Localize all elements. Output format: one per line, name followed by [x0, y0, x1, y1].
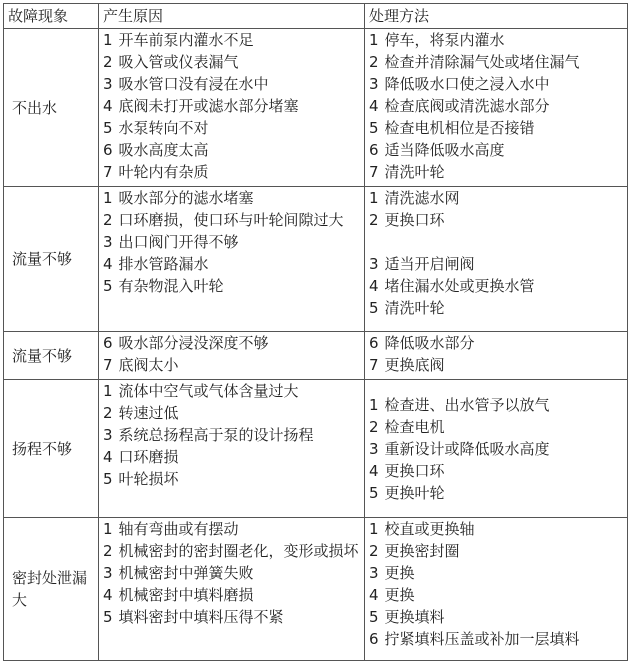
- remedy-item: 3 重新设计或降低吸水高度: [369, 439, 550, 458]
- remedy-item: 5 检查电机相位是否接错: [369, 119, 535, 137]
- cause-cell: [99, 187, 365, 332]
- cause-item: 4 排水管路漏水: [103, 255, 209, 273]
- cause-cell: [99, 332, 365, 380]
- remedy-item: 5 更换填料: [369, 608, 445, 626]
- symptom-cell: 密封处泄漏大: [4, 518, 99, 661]
- cause-item: 6 吸水高度太高: [103, 141, 209, 159]
- cause-cell: [99, 29, 365, 187]
- remedy-cell: [365, 187, 628, 332]
- cause-item: 2 机械密封的密封圈老化，变形或损坏: [103, 542, 359, 560]
- cause-item: 5 水泵转向不对: [103, 119, 209, 137]
- cause-item: 1 开车前泵内灌水不足: [103, 31, 254, 49]
- header-symptom: 故障现象: [4, 4, 99, 29]
- remedy-item: 4 更换: [369, 586, 415, 604]
- remedy-item: 4 检查底阀或清洗滤水部分: [369, 97, 550, 115]
- cause-item: 6 吸水部分浸没深度不够: [103, 334, 269, 352]
- table-row: [4, 29, 628, 187]
- cause-item: 5 有杂物混入叶轮: [103, 277, 224, 295]
- cause-item: 3 出口阀门开得不够: [103, 233, 239, 251]
- cause-cell: [99, 380, 365, 518]
- remedy-item: 6 适当降低吸水高度: [369, 141, 505, 159]
- remedy-item: 6 降低吸水部分: [369, 334, 475, 352]
- symptom-cell: 扬程不够: [4, 380, 99, 518]
- remedy-item: 6 拧紧填料压盖或补加一层填料: [369, 630, 580, 648]
- cause-item: 2 转速过低: [103, 404, 179, 422]
- blank-line: [369, 231, 623, 253]
- cause-item: 1 轴有弯曲或有摆动: [103, 520, 239, 538]
- symptom-cell: 流量不够: [4, 187, 99, 332]
- remedy-cell: [365, 518, 628, 661]
- cause-item: 5 叶轮损坏: [103, 470, 179, 488]
- remedy-item: 3 降低吸水口使之浸入水中: [369, 75, 550, 93]
- cause-item: 7 叶轮内有杂质: [103, 163, 209, 181]
- remedy-item: 2 更换密封圈: [369, 542, 460, 560]
- cause-item: 3 系统总扬程高于泵的设计扬程: [103, 426, 314, 444]
- cause-item: 1 吸水部分的滤水堵塞: [103, 189, 254, 207]
- remedy-item: 2 检查电机: [369, 417, 445, 436]
- remedy-item: 2 更换口环: [369, 211, 445, 229]
- remedy-item: 3 更换: [369, 564, 415, 582]
- remedy-item: 1 清洗滤水网: [369, 189, 460, 207]
- symptom-cell: 流量不够: [4, 332, 99, 380]
- remedy-item: 1 检查进、出水管予以放气: [369, 395, 550, 414]
- remedy-item: 7 更换底阀: [369, 356, 445, 374]
- cause-item: 1 流体中空气或气体含量过大: [103, 382, 299, 400]
- cause-item: 5 填料密封中填料压得不紧: [103, 608, 284, 626]
- header-remedy: 处理方法: [365, 4, 628, 29]
- remedy-item: 3 适当开启闸阀: [369, 255, 475, 273]
- remedy-item: 2 检查并清除漏气处或堵住漏气: [369, 53, 580, 71]
- cause-item: 2 吸入管或仪表漏气: [103, 53, 239, 71]
- cause-item: 4 口环磨损: [103, 448, 179, 466]
- cause-item: 3 吸水管口没有浸在水中: [103, 75, 269, 93]
- cause-item: 7 底阀太小: [103, 356, 179, 374]
- remedy-item: 1 停车，将泵内灌水: [369, 31, 505, 49]
- remedy-item: 4 堵住漏水处或更换水管: [369, 277, 535, 295]
- table-header-row: [4, 4, 628, 29]
- remedy-item: 5 更换叶轮: [369, 483, 445, 502]
- fault-table-document: [3, 3, 627, 669]
- cause-item: 3 机械密封中弹簧失败: [103, 564, 254, 582]
- remedy-cell: [365, 29, 628, 187]
- pump-fault-table: [3, 3, 628, 661]
- cause-item: 4 机械密封中填料磨损: [103, 586, 254, 604]
- header-cause: 产生原因: [99, 4, 365, 29]
- remedy-item: 7 清洗叶轮: [369, 163, 445, 181]
- symptom-cell: 不出水: [4, 29, 99, 187]
- table-row: [4, 380, 628, 518]
- remedy-cell: [365, 332, 628, 380]
- remedy-item: 4 更换口环: [369, 461, 445, 480]
- table-row: [4, 187, 628, 332]
- cause-item: 4 底阀未打开或滤水部分堵塞: [103, 97, 299, 115]
- table-row: [4, 518, 628, 661]
- remedy-cell: [365, 380, 628, 518]
- table-row: [4, 332, 628, 380]
- cause-cell: [99, 518, 365, 661]
- cause-item: 2 口环磨损，使口环与叶轮间隙过大: [103, 211, 344, 229]
- remedy-item: 1 校直或更换轴: [369, 520, 475, 538]
- remedy-item: 5 清洗叶轮: [369, 299, 445, 317]
